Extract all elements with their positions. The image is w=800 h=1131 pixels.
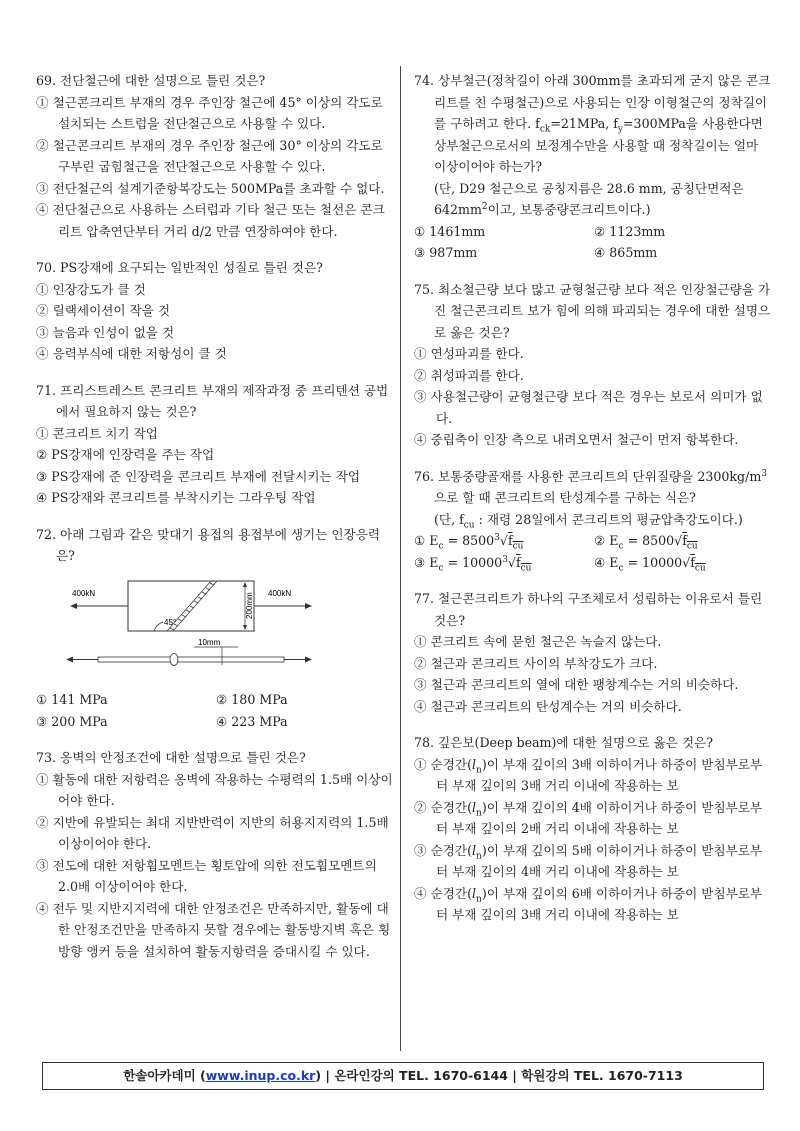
question-69 bbox=[36, 70, 396, 242]
question-stem: 72. 아래 그림과 같은 맞대기 용접의 용접부에 생기는 인장응력은? bbox=[36, 526, 381, 563]
option-2[interactable]: ② 취성파괴를 한다. bbox=[414, 367, 524, 383]
sqrt-icon: √ bbox=[507, 554, 516, 570]
option-4[interactable]: ④ 전단철근으로 사용하는 스터럽과 기타 철근 또는 철선은 콘크리트 압축연단부터 거리 d/2 만큼 연장하여야 한다. bbox=[36, 202, 385, 239]
option-1[interactable]: ① 활동에 대한 저항력은 옹벽에 작용하는 수평력의 1.5배 이상이어야 한다. bbox=[36, 771, 393, 808]
question-stem: 76. 보통중량골재를 사용한 콘크리트의 단위질량을 $2300kg/m^3$으로 할 때 콘크리트의 탄성계수를 구하는 식은? bbox=[414, 468, 768, 505]
option-3[interactable]: ③ 철근과 콘크리트의 열에 대한 팽창계수는 거의 비슷하다. bbox=[414, 677, 739, 692]
option-1[interactable]: ① 연성파괴를 한다. bbox=[414, 346, 524, 361]
question-stem: 69. 전단철근에 대한 설명으로 틀린 것은? bbox=[36, 73, 266, 88]
butt-weld-figure bbox=[64, 577, 314, 677]
option-3[interactable]: ③ $E_c = 10000^3√f_{cu}$ bbox=[414, 554, 532, 574]
option-2[interactable]: ② 180 MPa bbox=[216, 692, 288, 707]
question-stem: 75. 최소철근량 보다 많고 균형철근량 보다 적은 인장철근량을 가진 철근콘크리트 보가 힘에 의해 파괴되는 경우에 대한 설명으로 옳은 것은? bbox=[414, 281, 771, 340]
option-1[interactable]: ① 철근콘크리트 부재의 경우 주인장 철근에 45° 이상의 각도로 설치되는 스트럽을 전단철근으로 사용할 수 있다. bbox=[36, 94, 383, 131]
question-stem: 78. 깊은보(Deep beam)에 대한 설명으로 옳은 것은? bbox=[414, 735, 713, 750]
question-77 bbox=[414, 588, 774, 717]
option-4[interactable]: ④ PS강재와 콘크리트를 부착시키는 그라우팅 작업 bbox=[36, 490, 316, 505]
option-3[interactable]: ③ 늘음과 인성이 없을 것 bbox=[36, 324, 175, 340]
question-note: (단, $f_{cu}$ : 재령 28일에서 콘크리트의 평균압축강도이다.) bbox=[434, 511, 743, 531]
height-label: 200mm bbox=[245, 591, 254, 619]
option-3[interactable]: ③ 전도에 대한 저항휨모멘트는 횡토압에 의한 전도휨모멘트의 2.0배 이상이어야 한다. bbox=[36, 857, 377, 894]
option-2[interactable]: ② PS강재에 인장력을 주는 작업 bbox=[36, 447, 215, 462]
option-4[interactable]: ④ 철근과 콘크리트의 탄성계수는 거의 비슷하다. bbox=[414, 698, 682, 714]
question-stem: 70. PS강재에 요구되는 일반적인 성질로 틀린 것은? bbox=[36, 260, 323, 275]
option-4[interactable]: ④ 중립축이 인장 측으로 내려오면서 철근이 먼저 항복한다. bbox=[414, 432, 739, 447]
angle-label: 45° bbox=[164, 617, 177, 627]
option-4[interactable]: ④ 전두 및 지반지지력에 대한 안정조건은 만족하지만, 활동에 대한 안정조건만을 만족하지 못할 경우에는 활동방지벽 혹은 횡방향 앵커 등을 설치하여 활동지항력을 증대시킬 수 있다. bbox=[36, 900, 391, 959]
sqrt-icon: √ bbox=[682, 554, 691, 570]
left-column bbox=[36, 70, 396, 977]
option-3[interactable]: ③ PS강재에 준 인장력을 콘크리트 부재에 전달시키는 작업 bbox=[36, 468, 361, 484]
question-stem: 77. 철근콘크리트가 하나의 구조체로서 성립하는 이유로서 틀린 것은? bbox=[414, 591, 763, 628]
option-4[interactable]: ④ 223 MPa bbox=[216, 713, 288, 729]
option-1[interactable]: ① 순경간$(l_n)$이 부재 깊이의 3배 이하이거나 하중이 받침부로부터 부재 깊이의 3배 거리 이내에 작용하는 보 bbox=[414, 756, 763, 793]
option-1[interactable]: ① 콘크리트 치기 작업 bbox=[36, 425, 158, 441]
question-73 bbox=[36, 747, 396, 962]
option-4[interactable]: ④ 응력부식에 대한 저항성이 클 것 bbox=[36, 346, 227, 361]
sqrt-icon: √ bbox=[674, 533, 683, 548]
column-divider bbox=[400, 66, 401, 1051]
question-note: (단, D29 철근으로 공칭지름은 28.6 mm, 공칭단면적은 $642mm^2$이고, 보통중량콘크리트이다.) bbox=[434, 180, 744, 217]
question-stem: 73. 옹벽의 안정조건에 대한 설명으로 틀린 것은? bbox=[36, 750, 306, 765]
option-4[interactable]: ④ 865mm bbox=[594, 245, 658, 260]
force-left-label: 400kN bbox=[72, 588, 96, 598]
question-stem: 74. 상부철근(정착길이 아래 300mm를 초과되게 굳지 않은 콘크리트를 친 수평철근)으로 사용되는 인장 이형철근의 정착길이를 구하려고 한다. $f_{ck}=21MPa$, $f_y=300MPa$을 사용한다면 상부철근으로서의 보정계수만을 사용할 때 정착길이는 얼마 이상이어야 하는가? bbox=[414, 73, 771, 174]
option-3[interactable]: ③ 순경간$(l_n)$이 부재 깊이의 5배 이하이거나 하중이 받침부로부터 부재 깊이의 4배 거리 이내에 작용하는 보 bbox=[414, 842, 763, 879]
option-2[interactable]: ② $E_c = 8500√f_{cu}$ bbox=[594, 533, 698, 552]
option-3[interactable]: ③ 200 MPa bbox=[36, 713, 108, 729]
question-stem: 71. 프리스트레스트 콘크리트 부재의 제작과정 중 프리텐션 공법에서 필요하지 않는 것은? bbox=[36, 382, 389, 419]
option-1[interactable]: ① 141 MPa bbox=[36, 692, 108, 707]
option-1[interactable]: ① 인장강도가 클 것 bbox=[36, 281, 146, 297]
question-76 bbox=[414, 466, 774, 574]
question-75 bbox=[414, 279, 774, 451]
option-2[interactable]: ② 릴랙세이션이 작을 것 bbox=[36, 303, 171, 318]
option-2[interactable]: ② 1123mm bbox=[594, 223, 666, 239]
option-2[interactable]: ② 철근과 콘크리트 사이의 부착강도가 크다. bbox=[414, 655, 658, 671]
page-footer bbox=[42, 1062, 764, 1090]
right-column bbox=[414, 70, 774, 941]
option-4[interactable]: ④ $E_c = 10000√f_{cu}$ bbox=[594, 554, 706, 574]
weld-diagram bbox=[64, 577, 396, 684]
question-71 bbox=[36, 380, 396, 509]
option-2[interactable]: ② 철근콘크리트 부재의 경우 주인장 철근에 30° 이상의 각도로 구부린 굽힘철근을 전단철근으로 사용할 수 있다. bbox=[36, 137, 383, 174]
option-2[interactable]: ② 지반에 유발되는 최대 지반반력이 지반의 허용지지력의 1.5배 이상이어야 한다. bbox=[36, 814, 389, 851]
option-1[interactable]: ① $E_c = 8500^3√f_{cu}$ bbox=[414, 532, 524, 552]
option-4[interactable]: ④ 순경간$(l_n)$이 부재 깊이의 6배 이하이거나 하중이 받침부로부터 부재 깊이의 3배 거리 이내에 작용하는 보 bbox=[414, 885, 763, 922]
option-3[interactable]: ③ 사용철근량이 균형철근량 보다 적은 경우는 보로서 의미가 없다. bbox=[414, 389, 763, 426]
option-1[interactable]: ① 1461mm bbox=[414, 223, 486, 239]
question-72 bbox=[36, 524, 396, 733]
thickness-label: 10mm bbox=[198, 637, 221, 647]
option-1[interactable]: ① 콘크리트 속에 묻힌 철근은 녹슬지 않는다. bbox=[414, 634, 662, 649]
option-2[interactable]: ② 순경간$(l_n)$이 부재 깊이의 4배 이하이거나 하중이 받침부로부터 부재 깊이의 2배 거리 이내에 작용하는 보 bbox=[414, 799, 763, 836]
option-3[interactable]: ③ 전단철근의 설계기준항복강도는 500MPa를 초과할 수 없다. bbox=[36, 180, 385, 196]
question-78 bbox=[414, 732, 774, 926]
sqrt-icon: √ bbox=[499, 533, 508, 548]
footer-url-link[interactable]: www.inup.co.kr bbox=[205, 1068, 316, 1083]
footer-academy: 한솔아카데미 ( bbox=[123, 1068, 206, 1083]
force-right-label: 400kN bbox=[268, 588, 292, 598]
option-3[interactable]: ③ 987mm bbox=[414, 245, 478, 260]
footer-contacts: ) | 온라인강의 TEL. 1670-6144 | 학원강의 TEL. 1670-7113 bbox=[315, 1068, 683, 1083]
question-70 bbox=[36, 257, 396, 365]
question-74 bbox=[414, 70, 774, 264]
